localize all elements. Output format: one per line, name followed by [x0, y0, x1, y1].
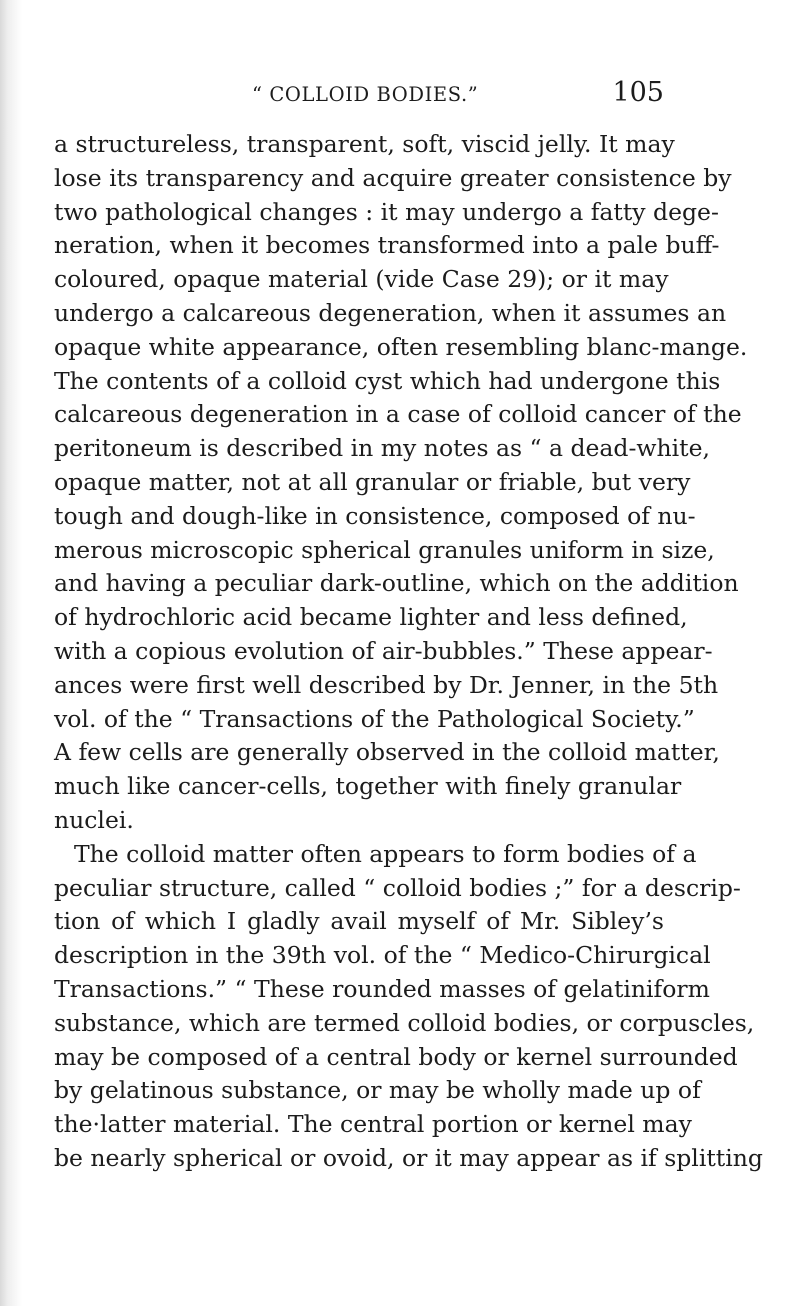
text-line: the·latter material. The central portion or kernel may — [54, 1110, 692, 1139]
text-line: opaque white appearance, often resembling blanc-mange. — [54, 332, 748, 361]
text-line: with a copious evolution of air-bubbles.” These appear- — [54, 636, 713, 665]
text-line: undergo a calcareous degeneration, when it assumes an — [54, 298, 727, 327]
text-line: Transactions.” “ These rounded masses of gelatiniform — [54, 974, 710, 1003]
text-line: lose its transparency and acquire greater consistence by — [54, 163, 732, 192]
text-line: of hydrochloric acid became lighter and less defined, — [54, 603, 688, 632]
text-line: opaque matter, not at all granular or friable, but very — [54, 467, 691, 496]
text-line: peculiar structure, called “ colloid bodies ;” for a descrip- — [54, 873, 741, 902]
text-line: peritoneum is described in my notes as “ a dead-white, — [54, 434, 711, 463]
body-text — [54, 128, 763, 1176]
text-line: description in the 39th vol. of the “ Medico-Chirurgical — [54, 941, 711, 970]
text-line: nuclei. — [54, 805, 134, 834]
text-line: may be composed of a central body or kernel surrounded — [54, 1042, 738, 1071]
running-head: “ COLLOID BODIES.” — [252, 83, 479, 106]
text-line: much like cancer-cells, together with finely granular — [54, 772, 682, 801]
text-line: by gelatinous substance, or may be wholly made up of — [54, 1076, 701, 1105]
text-line: The colloid matter often appears to form bodies of a — [74, 839, 697, 868]
text-line: vol. of the “ Transactions of the Pathological Society.” — [54, 704, 695, 733]
text-line: tion of which I gladly avail myself of Mr. Sibley’s — [54, 907, 664, 936]
page-number: 105 — [612, 77, 664, 108]
text-line: calcareous degeneration in a case of colloid cancer of the — [54, 400, 742, 429]
page-header — [54, 77, 664, 117]
text-line: substance, which are termed colloid bodies, or corpuscles, — [54, 1008, 755, 1037]
text-line: merous microscopic spherical granules uniform in size, — [54, 535, 715, 564]
text-line: coloured, opaque material (vide Case 29); or it may — [54, 265, 669, 294]
text-line: and having a peculiar dark-outline, which on the addition — [54, 569, 739, 598]
text-line: be nearly spherical or ovoid, or it may appear as if splitting — [54, 1143, 763, 1172]
text-line: two pathological changes : it may undergo a fatty dege- — [54, 197, 719, 226]
page-gutter-shadow — [0, 0, 22, 1306]
text-line: a structureless, transparent, soft, viscid jelly. It may — [54, 130, 675, 158]
text-line: A few cells are generally observed in the colloid matter, — [54, 738, 720, 767]
text-line: tough and dough-like in consistence, composed of nu- — [54, 501, 696, 530]
text-line: neration, when it becomes transformed into a pale buff- — [54, 231, 720, 260]
text-line: The contents of a colloid cyst which had undergone this — [54, 366, 721, 395]
text-line: ances were first well described by Dr. Jenner, in the 5th — [54, 670, 719, 699]
